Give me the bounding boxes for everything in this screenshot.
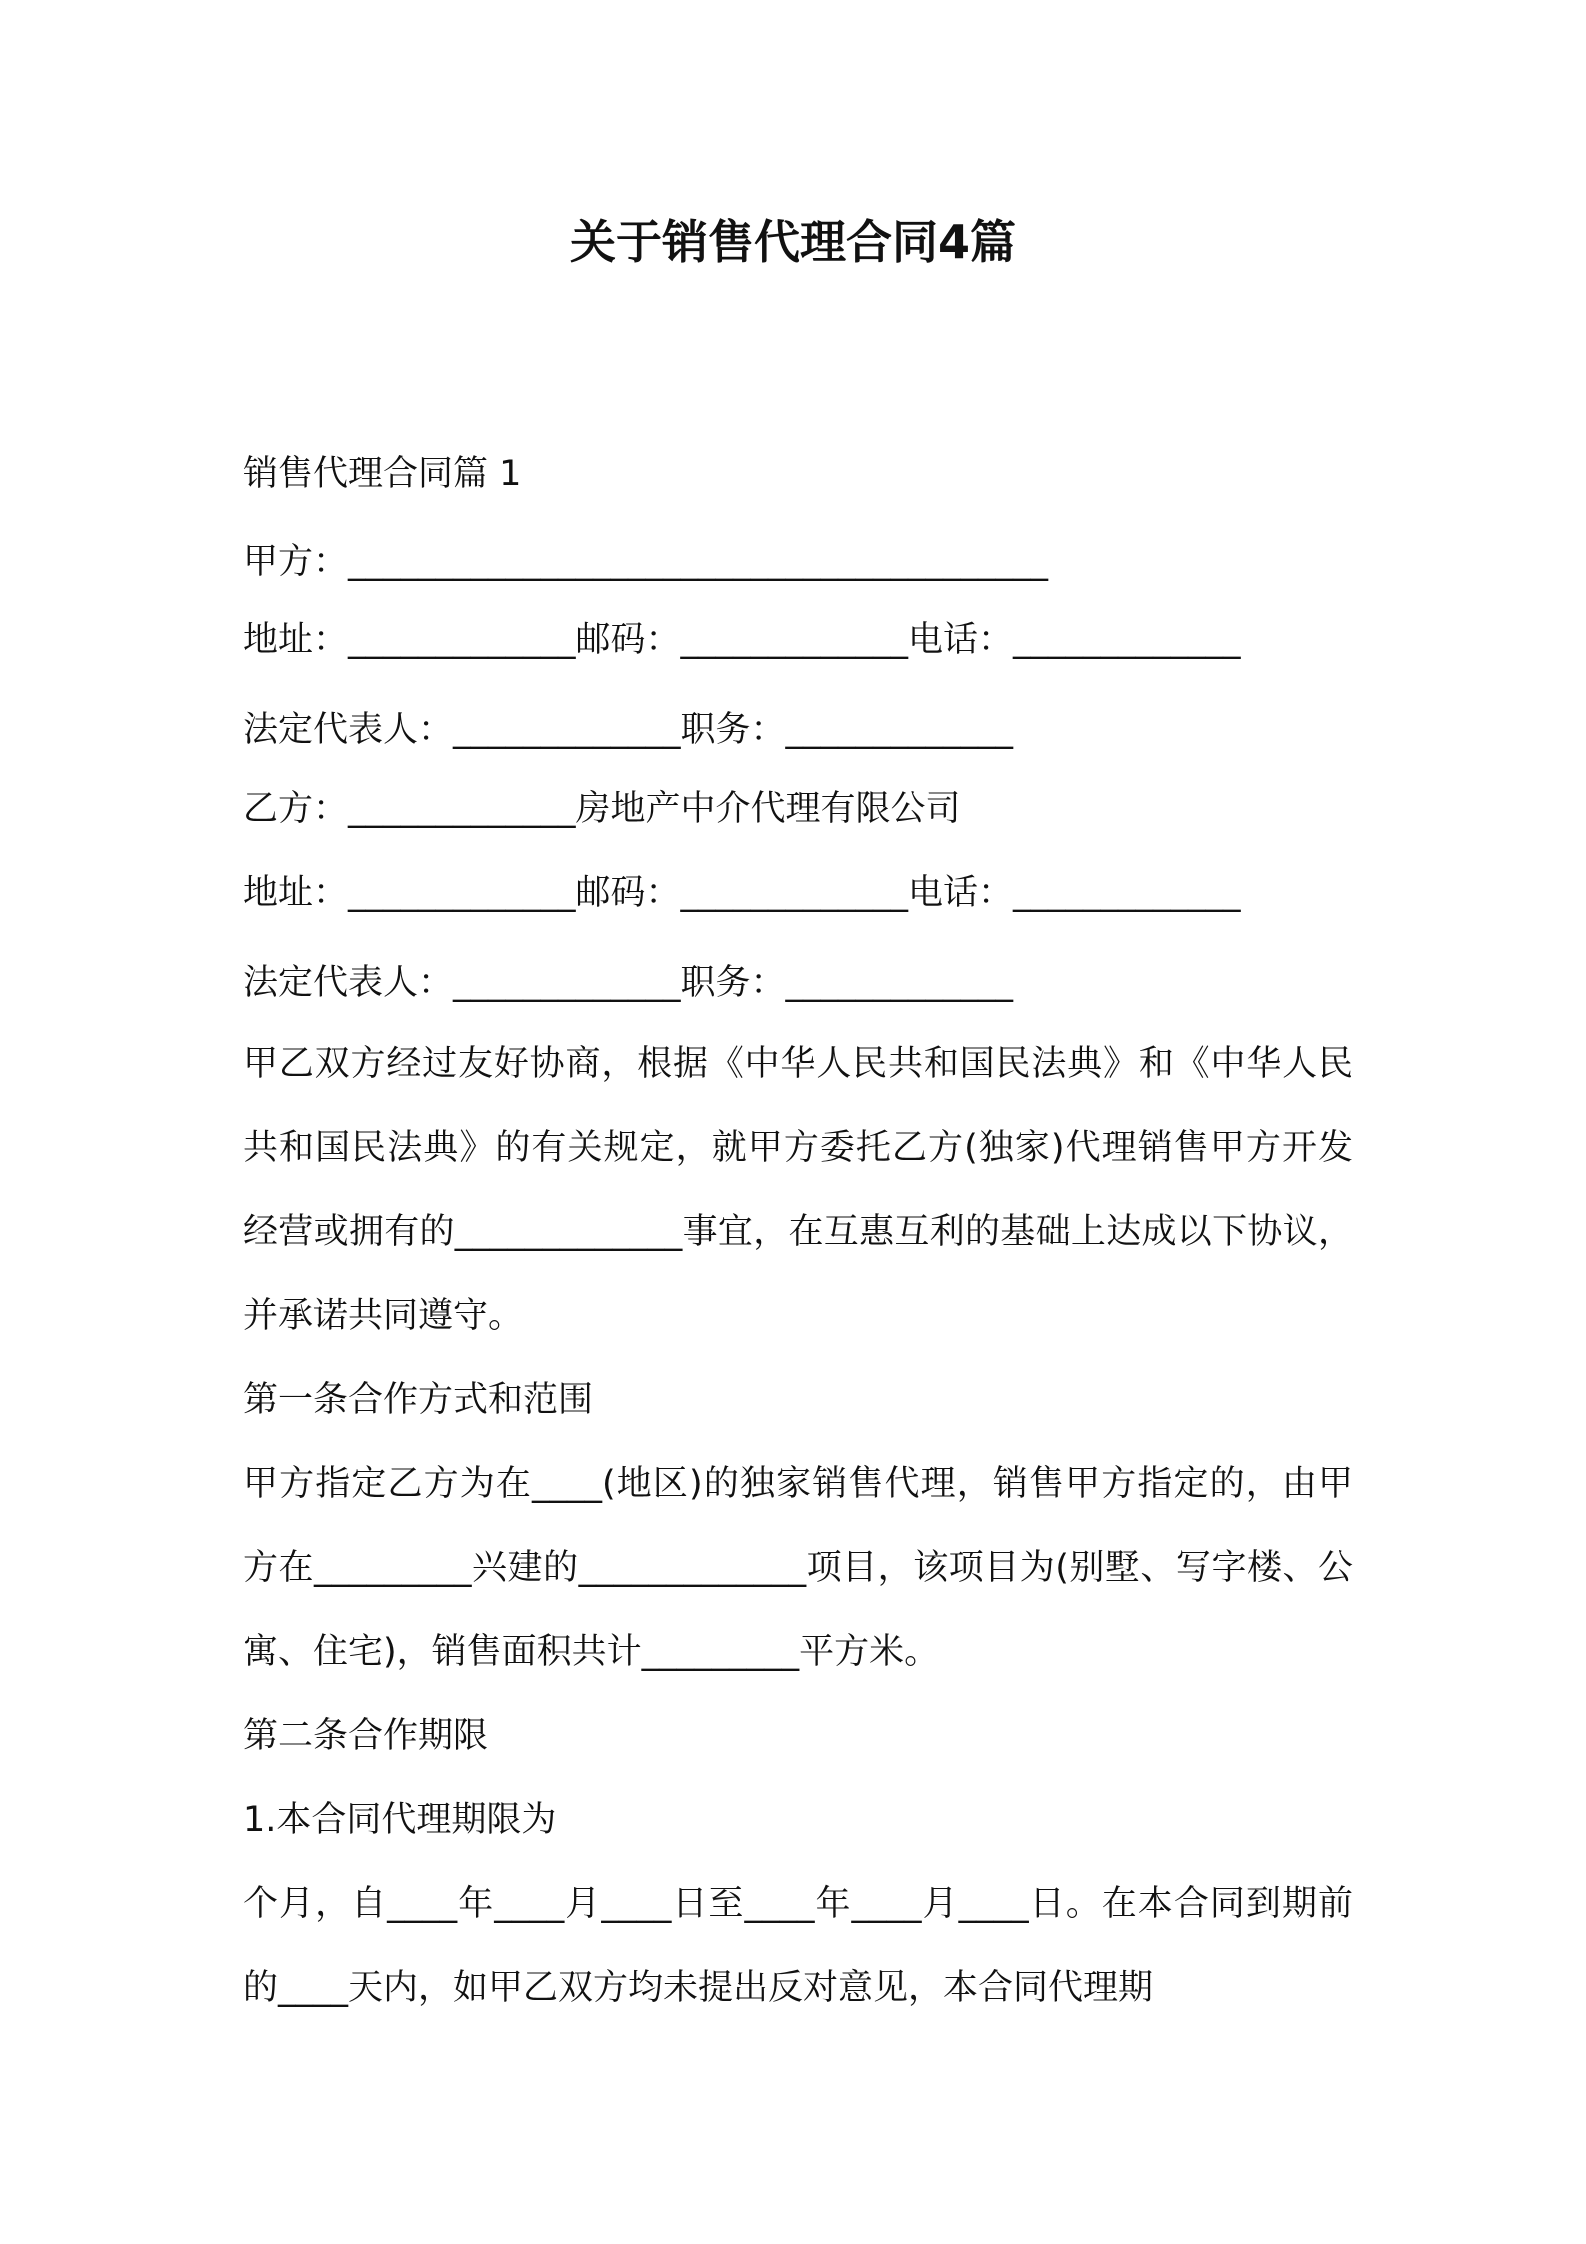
- article-1-paragraph: 甲方指定乙方为在____(地区)的独家销售代理，销售甲方指定的，由甲方在_________兴建的_____________项目，该项目为(别墅、写字楼、公寓、住宅)，销售面积共计_________平方米。: [243, 1464, 1353, 1672]
- party-b-line: 乙方：_____________房地产中介代理有限公司: [243, 789, 961, 829]
- document-body: [243, 450, 1353, 2030]
- article-2-paragraph: 个月，自____年____月____日至____年____月____日。在本合同到期前的____天内，如甲乙双方均未提出反对意见，本合同代理期: [243, 1884, 1353, 2008]
- party-b-address-line: 地址：_____________邮码：_____________电话：_____________: [243, 873, 1241, 913]
- party-a-address-line: 地址：_____________邮码：_____________电话：_____________: [243, 620, 1241, 660]
- article-2-item-1: 1.本合同代理期限为: [243, 1800, 557, 1840]
- party-a-line: 甲方：________________________________________: [243, 542, 1049, 582]
- preamble-paragraph: 甲乙双方经过友好协商，根据《中华人民共和国民法典》和《中华人民共和国民法典》的有关规定，就甲方委托乙方(独家)代理销售甲方开发经营或拥有的_____________事宜，在互惠互利的基础上达成以下协议，并承诺共同遵守。: [243, 1044, 1353, 1336]
- document-title: 关于销售代理合同4篇: [569, 215, 1016, 269]
- article-2-title: 第二条合作期限: [243, 1716, 489, 1756]
- party-b-representative-line: 法定代表人：_____________职务：_____________: [243, 963, 1014, 1003]
- party-a-representative-line: 法定代表人：_____________职务：_____________: [243, 710, 1014, 750]
- article-1-title: 第一条合作方式和范围: [243, 1380, 594, 1420]
- section-heading: 销售代理合同篇 1: [243, 454, 522, 494]
